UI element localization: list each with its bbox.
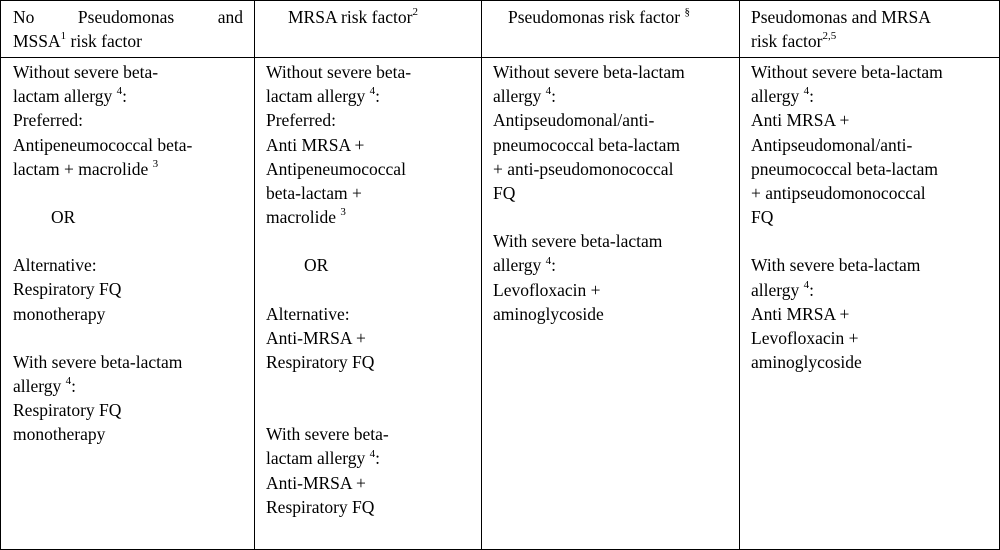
header-cell-pseudomonas [508,5,738,29]
body-cell-no-pseudomonas-mssa [13,60,251,447]
cell-line: Respiratory FQ [13,279,122,300]
cell-line: allergy $^4$: [493,85,557,107]
spacer [493,205,737,229]
cell-line: Antipeneumococcal [266,158,406,179]
cell-line: Without severe beta-lactam [751,62,943,82]
cell-line: Anti-MRSA + [266,472,366,493]
header-line [13,5,243,29]
cell-line: With severe beta-lactam [13,351,183,372]
header-line [13,29,243,53]
cell-line: Antipseudomonal/anti- [751,134,913,155]
cell-line: Anti MRSA + [751,303,850,324]
footnote-ref: 4 [545,85,552,98]
header-text: risk factor [66,31,142,52]
header-text: MRSA risk factor [288,7,413,27]
cell-line: Anti MRSA + [751,110,850,131]
cell-line: aminoglycoside [751,352,862,373]
spacer [751,229,997,253]
body-cell-pseudomonas [493,60,737,326]
header-text: Pseudomonas risk factor [508,7,685,27]
header-line [288,5,478,29]
cell-line: Without severe beta-lactam [493,62,685,82]
header-word: Pseudomonas [77,7,175,27]
cell-line: Alternative: [13,255,97,276]
header-cell-mrsa [288,5,478,29]
cell-line: Without severe beta- [13,62,159,82]
cell-line: allergy $^4$: [493,254,557,276]
cell-line: lactam allergy $^4$: [266,85,381,107]
spacer [266,278,478,302]
cell-line: Anti MRSA + [266,134,365,155]
footnote-ref: 4 [545,254,552,267]
footnote-ref: 4 [369,447,376,460]
footnote-ref: 4 [65,375,72,388]
header-text: Pseudomonas and MRSA [751,7,931,27]
cell-line: Preferred: [266,110,336,131]
spacer [13,181,251,205]
cell-line: macrolide $^3$ [266,206,346,228]
or-separator: OR [304,255,329,276]
cell-line: beta-lactam + [266,183,362,204]
cell-line: With severe beta-lactam [751,255,921,276]
footnote-ref: 4 [803,278,810,291]
footnote-ref: 4 [369,85,376,98]
cell-line: lactam allergy $^4$: [13,85,128,107]
cell-line: Respiratory FQ [266,352,375,373]
cell-line: aminoglycoside [493,303,604,324]
cell-line: allergy $^4$: [13,375,77,397]
column-divider [739,1,740,549]
cell-line: lactam allergy $^4$: [266,447,381,469]
footnote-ref: 2,5 [822,30,837,43]
footnote-ref: § [684,6,690,19]
cell-line: With severe beta-lactam [493,231,663,252]
footnote-ref: 3 [152,157,159,170]
cell-line: + antipseudomonococcal [751,183,926,204]
spacer [13,326,251,350]
cell-line: Levofloxacin + [751,328,859,349]
cell-line: Anti-MRSA + [266,327,366,348]
cell-line: Levofloxacin + [493,279,601,300]
cell-line: pneumococcal beta-lactam [751,158,939,179]
cell-line: Preferred: [13,110,83,131]
footnote-ref: 4 [116,85,123,98]
footnote-ref: 1 [60,30,67,43]
header-divider [1,57,999,58]
column-divider [481,1,482,549]
body-cell-mrsa [266,60,478,519]
cell-line: FQ [751,207,774,228]
spacer [266,229,478,253]
cell-line: Without severe beta- [266,62,412,82]
footnote-ref: 2 [412,6,418,19]
cell-line: Alternative: [266,303,350,324]
cell-line: allergy $^4$: [751,278,815,300]
header-cell-pseudomonas-mrsa [751,5,991,53]
body-cell-pseudomonas-mrsa [751,60,997,374]
cell-line: monotherapy [13,424,106,445]
cell-line: + anti-pseudomonococcal [493,158,674,179]
header-text: risk factor [751,31,823,52]
cell-line: Respiratory FQ [13,400,122,421]
spacer [266,374,478,422]
header-text: MSSA [13,31,61,52]
footnote-ref: 4 [803,85,810,98]
cell-line: Antipeneumococcal beta- [13,134,193,155]
header-line [508,5,738,29]
cell-line: FQ [493,183,516,204]
cell-line: Respiratory FQ [266,496,375,517]
footnote-ref: 3 [340,206,346,219]
header-word: No [13,7,35,27]
cell-line: With severe beta- [266,424,389,445]
header-line [751,29,991,53]
cell-line: allergy $^4$: [751,85,815,107]
header-cell-no-pseudomonas-mssa [13,5,243,53]
cell-line: Antipseudomonal/anti- [493,110,655,131]
or-separator: OR [51,207,76,228]
column-divider [254,1,255,549]
spacer [13,229,251,253]
cell-line: pneumococcal beta-lactam [493,134,681,155]
header-word: and [217,7,243,27]
cell-line: monotherapy [13,303,106,324]
cell-line: lactam + macrolide $^3$ [13,157,159,179]
